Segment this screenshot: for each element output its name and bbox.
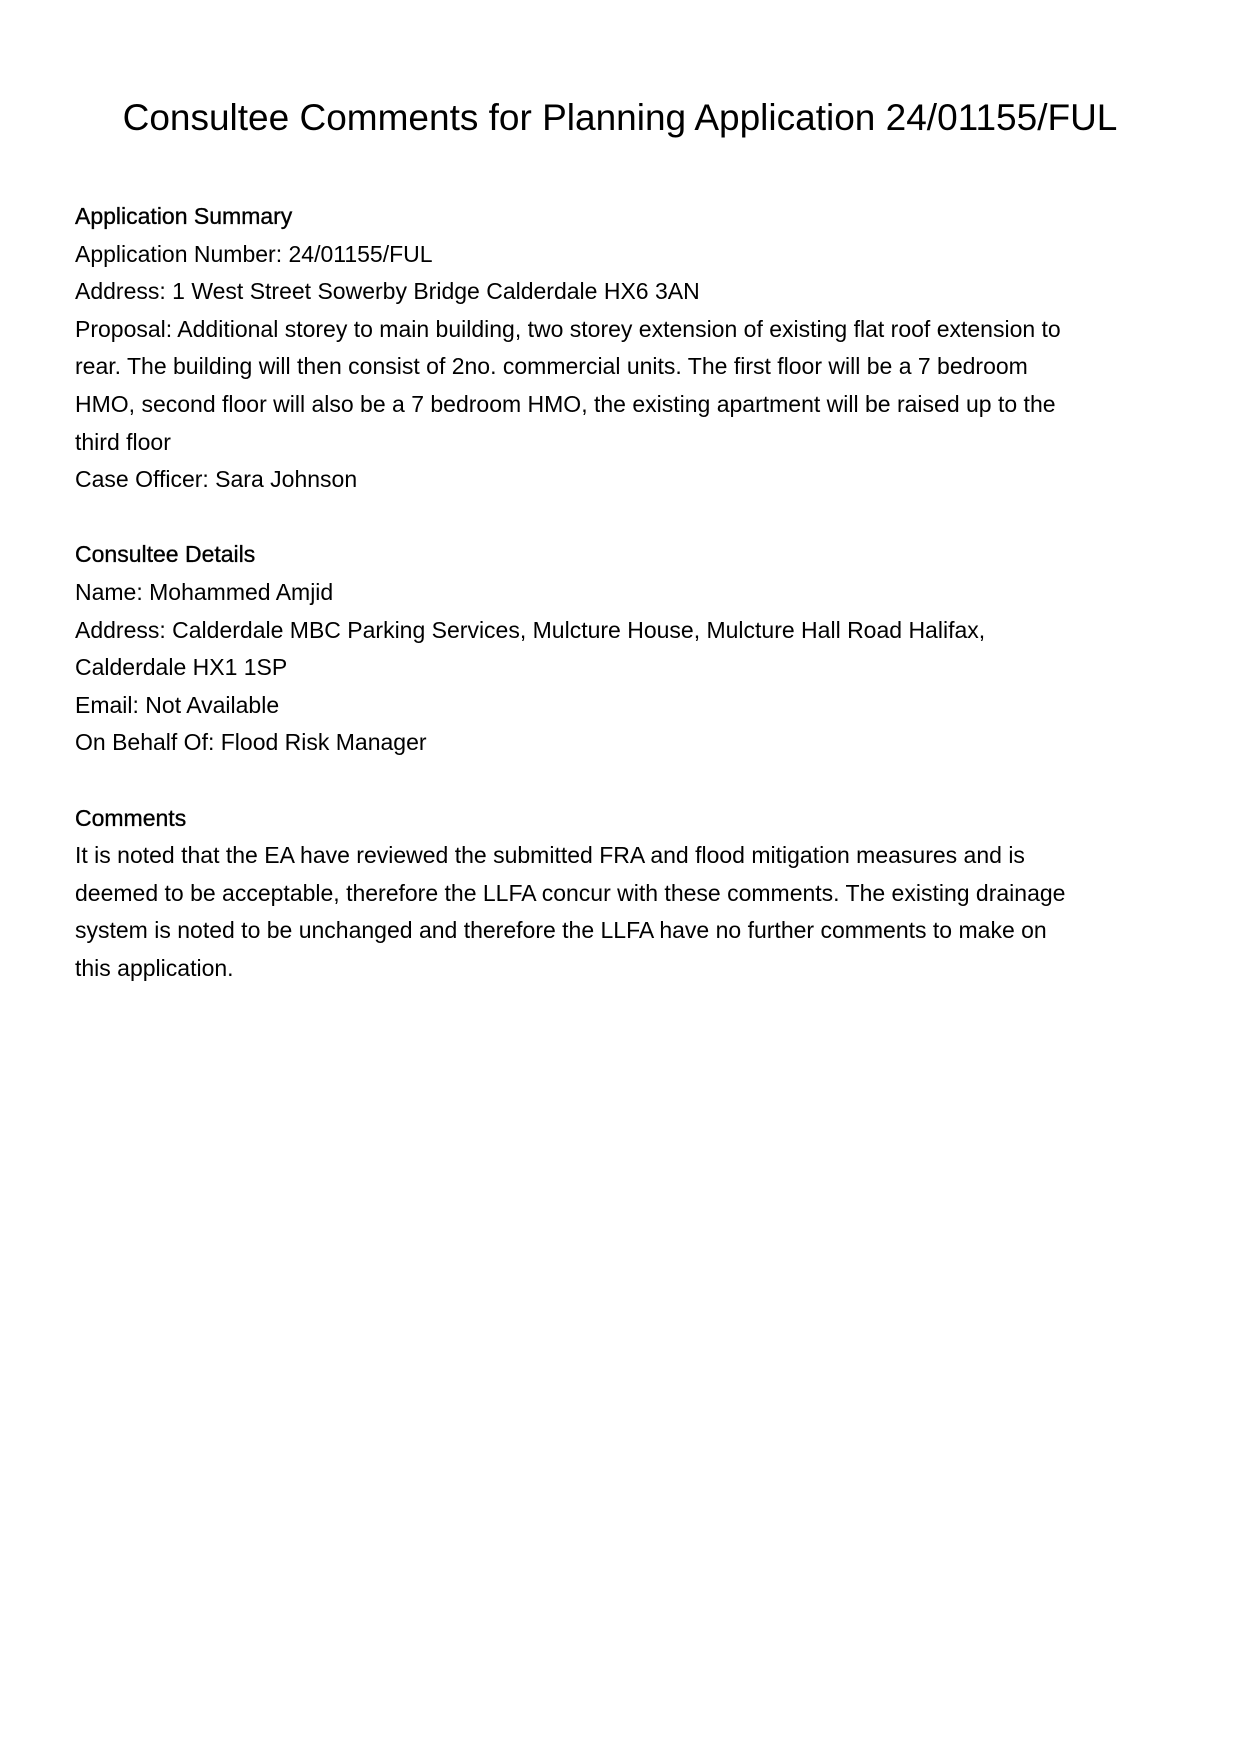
application-summary-section <box>75 198 1175 499</box>
application-number: Application Number: 24/01155/FUL <box>75 240 433 267</box>
proposal-line: HMO, second floor will also be a 7 bedroom HMO, the existing apartment will be raised up to the <box>75 390 1056 417</box>
comment-line: system is noted to be unchanged and therefore the LLFA have no further comments to make on <box>75 917 1047 944</box>
consultee-address-line: Calderdale HX1 1SP <box>75 654 288 681</box>
comments-heading: Comments <box>75 804 187 831</box>
comments-section <box>75 800 1175 988</box>
application-summary-heading: Application Summary <box>75 203 293 229</box>
comment-line: It is noted that the EA have reviewed the submitted FRA and flood mitigation measures and is <box>75 842 1025 869</box>
document-body <box>75 198 1175 1025</box>
page-title: Consultee Comments for Planning Application 24/01155/FUL <box>122 97 1118 138</box>
consultee-details-heading: Consultee Details <box>75 541 256 568</box>
consultee-details-section <box>75 536 1175 762</box>
consultee-address-line: Address: Calderdale MBC Parking Services, Mulcture House, Mulcture Hall Road Halifax, <box>75 616 986 643</box>
proposal-line: Proposal: Additional storey to main building, two storey extension of existing flat roof extension to <box>75 315 1061 342</box>
consultee-email: Email: Not Available <box>75 691 280 718</box>
proposal-line: third floor <box>75 428 171 455</box>
consultee-on-behalf-of: On Behalf Of: Flood Risk Manager <box>75 729 427 756</box>
consultee-name: Name: Mohammed Amjid <box>75 578 334 605</box>
comment-line: this application. <box>75 954 234 981</box>
application-address: Address: 1 West Street Sowerby Bridge Calderdale HX6 3AN <box>75 278 700 305</box>
proposal-line: rear. The building will then consist of 2no. commercial units. The first floor will be a 7 bedroom <box>75 353 1028 380</box>
case-officer: Case Officer: Sara Johnson <box>75 466 358 493</box>
comment-line: deemed to be acceptable, therefore the LLFA concur with these comments. The existing drainage <box>75 879 1066 906</box>
